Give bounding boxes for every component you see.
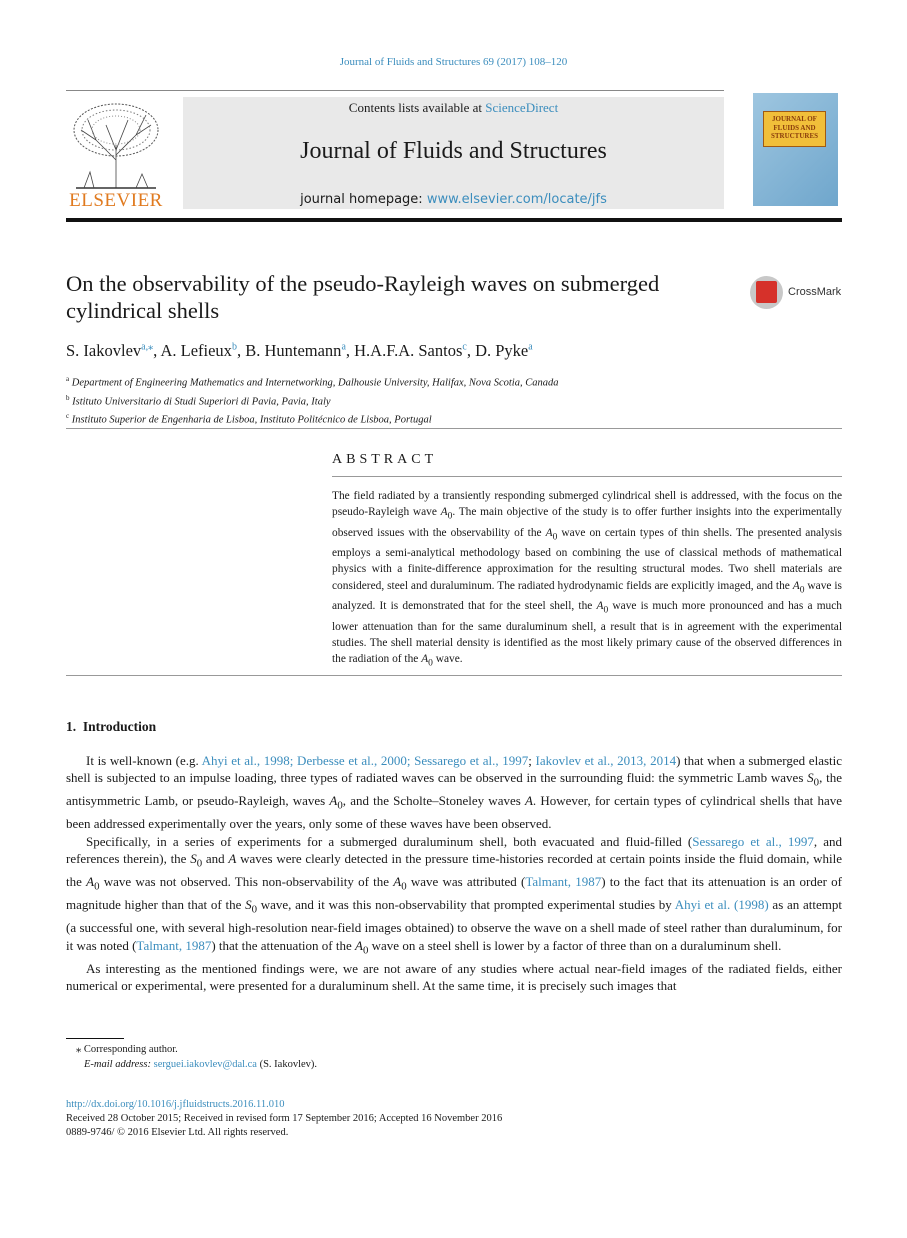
text-fragment: . However, for certain types of cylindrical shells that have been addressed experimentally over the years, only some of these waves have been observed. [66,793,842,832]
text-fragment: and [202,851,229,867]
symbol-A: A [329,793,338,809]
text-fragment: wave was not observed. This non-observability of the [99,874,394,890]
copyright: 0889-9746/ © 2016 Elsevier Ltd. All rights reserved. [66,1127,289,1138]
author-separator: , [345,341,355,360]
author-name[interactable]: B. Huntemann [245,341,342,360]
author-list [66,341,533,361]
abstract-fragment: wave on certain types of thin shells. The presented analysis employs a semi-analytical methodology based on combining the use of classical methods of mathematical physics with a finite-difference approximation for the resulting structural modes. Two shell materials are considered, steel and duraluminum. The radiated hydrodynamic fields are explicitly imaged, and the [332,526,842,592]
symbol-A: A [86,874,95,890]
text-fragment: as an attempt (a successful one, with several high-resolution near-field images obtained) to observe the wave on a shell made of steel rather than duraluminum, for it was noted ( [66,897,842,953]
subscript-zero: 0 [401,880,407,893]
crossmark-icon [750,276,783,309]
symbol-A: A [228,851,237,867]
paragraph [66,960,842,995]
affiliations-rule [66,428,842,429]
abstract-heading: ABSTRACT [332,452,438,467]
author-affil-sup[interactable]: a [528,341,533,353]
symbol-A: A [355,937,363,953]
author-affil-sup[interactable]: b [231,341,237,353]
subscript-zero: 0 [813,777,820,789]
paragraph [66,752,842,833]
author-separator: , [153,341,161,360]
author-name[interactable]: A. Lefieux [160,341,232,360]
section-number: 1. [66,719,77,734]
text-fragment: wave was attributed ( [406,874,526,890]
symbol-A: A [524,793,533,809]
abstract-fragment: The field radiated by a transiently responding submerged cylindrical shell is addressed, with the focus on the pseudo-Rayleigh wave [332,490,842,519]
author-affil-sup[interactable]: a [341,341,346,353]
abstract-rule [332,476,842,477]
citation-link[interactable]: Ahyi et al., 1998; Derbesse et al., 2000; Sessarego et al., 1997 [201,753,529,768]
symbol-A: A [421,652,429,665]
crossmark-button[interactable] [750,276,850,310]
text-fragment: , the antisymmetric Lamb, or pseudo-Rayleigh, waves [66,770,842,809]
abstract-fragment: wave is much more pronounced and has a much lower attenuation than for the same duraluminum shell, a result that is in agreement with the experimental studies. The shell material density is identified as the most likely primary cause of the observed differences in the radiation of the [332,600,842,665]
citation-link[interactable]: Sessarego et al., 1997 [692,833,814,849]
text-fragment: It is well-known (e.g. [86,753,202,768]
elsevier-tree-logo [66,100,166,190]
subscript-zero: 0 [251,903,258,916]
journal-title: Journal of Fluids and Structures [300,138,607,164]
email-link[interactable]: serguei.iakovlev@dal.ca [153,1058,257,1070]
cover-title: JOURNAL OF FLUIDS AND STRUCTURES [763,111,826,147]
citation-link[interactable]: Ahyi et al. (1998) [674,897,769,913]
footnote-rule [66,1038,124,1039]
affiliation-item [66,391,558,410]
author-name[interactable]: S. Iakovlev [66,341,142,360]
sciencedirect-link[interactable]: ScienceDirect [485,100,559,115]
abstract-fragment: . The main objective of the study is to offer further insights into the experimentally observed issues with the observability of the [332,506,842,539]
affiliation-text: Instituto Superior de Engenharia de Lisboa, Instituto Politécnico de Lisboa, Portugal [71,414,432,426]
section-title: Introduction [82,719,157,734]
author-name[interactable]: D. Pyke [475,341,529,360]
header-thick-rule [66,218,842,222]
symbol-A: A [596,600,604,613]
doi-link[interactable]: http://dx.doi.org/10.1016/j.jfluidstructs.2016.11.010 [66,1099,285,1110]
subscript-zero: 0 [447,511,453,522]
text-fragment: ; [528,753,536,768]
publication-info [66,1098,502,1140]
author-affil-sup[interactable]: c [462,341,467,353]
paper-title [66,270,756,324]
affiliation-text: Department of Engineering Mathematics and Internetworking, Dalhousie University, Halifax, Nova Scotia, Canada [71,377,559,389]
text-fragment: Specifically, in a series of experiments for a submerged duraluminum shell, both evacuated and fluid-filled ( [86,833,693,849]
symbol-A: A [792,579,800,592]
subscript-zero: 0 [337,800,343,812]
text-fragment: wave, and it was this non-observability that prompted experimental studies by [257,897,675,913]
citation-link[interactable]: Talmant, 1987 [136,937,212,953]
author-separator: , [466,341,476,360]
introduction-body [66,752,842,994]
crossmark-label: CrossMark [788,286,842,298]
contents-line [183,100,724,116]
author-name[interactable]: H.A.F.A. Santos [354,341,463,360]
header-top-rule [66,90,724,91]
subscript-zero: 0 [94,880,100,893]
affiliation-item [66,409,558,428]
author-affil-sup[interactable]: a,⁎ [141,341,154,353]
affiliation-sup: b [66,393,70,402]
affiliations [66,372,558,428]
subscript-zero: 0 [428,658,433,669]
section-heading [66,719,156,735]
email-label: E-mail address: [84,1058,154,1070]
title-line-2: cylindrical shells [66,298,220,323]
subscript-zero: 0 [552,531,558,542]
paragraph [66,833,842,960]
text-fragment: wave on a steel shell is lower by a factor of three than on a duraluminum shell. [368,937,782,953]
subscript-zero: 0 [196,857,203,870]
abstract-bottom-rule [66,675,842,676]
text-fragment: ) to the fact that its attenuation is an order of magnitude higher than that of the [66,874,842,913]
symbol-A: A [545,526,553,539]
title-line-1: On the observability of the pseudo-Rayleigh waves on submerged [66,271,660,296]
footnote [66,1043,317,1072]
corresponding-author-note: ⁎ Corresponding author. [76,1044,178,1055]
abstract-fragment: wave is analyzed. It is demonstrated that for the steel shell, the [332,579,842,613]
journal-citation[interactable]: Journal of Fluids and Structures 69 (2017) 108–120 [339,56,568,68]
symbol-A: A [440,506,448,519]
affiliation-item [66,372,558,391]
email-line [66,1058,317,1073]
email-after: (S. Iakovlev). [256,1058,318,1070]
citation-link[interactable]: Iakovlev et al., 2013, 2014 [535,753,677,768]
subscript-zero: 0 [799,584,805,595]
homepage-prefix: journal homepage: [300,192,427,207]
journal-cover-image [753,93,838,206]
abstract-fragment: wave. [432,652,463,665]
text-fragment: ) that the attenuation of the [211,937,356,953]
symbol-A: A [393,874,402,890]
text-fragment: As interesting as the mentioned findings were, we are not aware of any studies where actual near-field images of the radiated fields, either numerical or experimental, were presented for a duraluminum shell. At the same time, it is precisely such images that [66,960,842,994]
affiliation-sup: c [66,412,70,420]
author-separator: , [236,341,246,360]
text-fragment: , and references therein), the [66,833,842,867]
received-dates: Received 28 October 2015; Received in revised form 17 September 2016; Accepted 16 November 2016 [66,1113,503,1124]
symbol-S: S [190,851,197,867]
symbol-S: S [245,897,252,913]
text-fragment: ) that when a submerged elastic shell is subjected to an impulse loading, three types of radiated waves can be observed in the surrounding fluid: the symmetric Lamb waves [66,753,843,786]
subscript-zero: 0 [603,605,609,616]
text-fragment: waves were clearly detected in the pressure time-histories recorded at certain points inside the fluid domain, while the [66,851,842,890]
symbol-S: S [807,770,814,786]
affiliation-text: Istituto Universitario di Studi Superiori di Pavia, Pavia, Italy [72,396,331,407]
affiliation-sup: a [66,375,70,383]
homepage-link[interactable]: www.elsevier.com/locate/jfs [426,192,607,207]
contents-prefix: Contents lists available at [348,100,486,115]
abstract-text [332,488,842,671]
homepage-line [183,192,724,207]
publisher-name: ELSEVIER [69,190,163,211]
citation-link[interactable]: Talmant, 1987 [525,874,602,890]
subscript-zero: 0 [362,944,369,957]
tree-icon [66,100,166,190]
text-fragment: , and the Scholte–Stoneley waves [342,793,525,809]
